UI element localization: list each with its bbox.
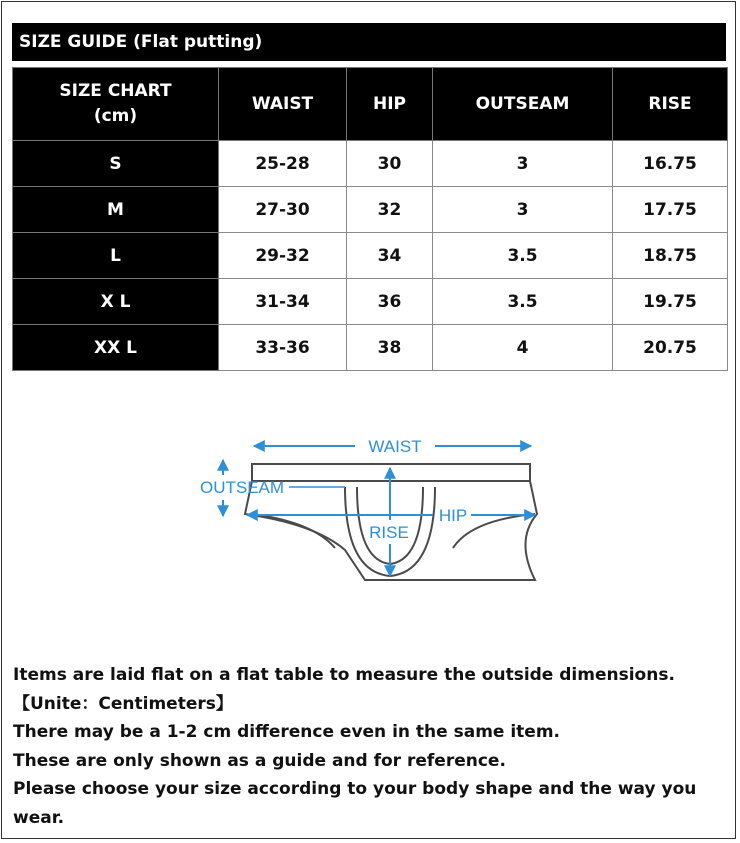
size-cell: M bbox=[13, 187, 219, 233]
header-size-chart-line2: (cm) bbox=[93, 106, 138, 126]
hip-cell: 32 bbox=[347, 187, 433, 233]
table-row bbox=[13, 279, 728, 325]
note-line: There may be a 1-2 cm difference even in the same item. bbox=[13, 722, 561, 742]
outseam-cell: 3.5 bbox=[433, 279, 613, 325]
measurement-arrows bbox=[223, 446, 535, 576]
header-waist: WAIST bbox=[219, 68, 347, 141]
rise-cell: 17.75 bbox=[613, 187, 728, 233]
header-size-chart bbox=[13, 68, 219, 141]
rise-cell: 19.75 bbox=[613, 279, 728, 325]
outseam-cell: 3.5 bbox=[433, 233, 613, 279]
rise-label: RISE bbox=[369, 523, 409, 542]
outseam-cell: 4 bbox=[433, 325, 613, 371]
outseam-cell: 3 bbox=[433, 187, 613, 233]
header-outseam: OUTSEAM bbox=[433, 68, 613, 141]
size-guide-title-text: SIZE GUIDE (Flat putting) bbox=[19, 32, 263, 52]
table-row bbox=[13, 325, 728, 371]
waist-cell: 31-34 bbox=[219, 279, 347, 325]
hip-cell: 38 bbox=[347, 325, 433, 371]
size-cell: XX L bbox=[13, 325, 219, 371]
rise-cell: 16.75 bbox=[613, 141, 728, 187]
waist-cell: 33-36 bbox=[219, 325, 347, 371]
header-hip: HIP bbox=[347, 68, 433, 141]
table-row bbox=[13, 187, 728, 233]
table-row bbox=[13, 233, 728, 279]
outseam-cell: 3 bbox=[433, 141, 613, 187]
waist-cell: 27-30 bbox=[219, 187, 347, 233]
header-rise: RISE bbox=[613, 68, 728, 141]
outseam-label: OUTSEAM bbox=[200, 478, 285, 497]
waist-cell: 25-28 bbox=[219, 141, 347, 187]
table-header-row bbox=[13, 68, 728, 141]
note-line: Items are laid flat on a flat table to measure the outside dimensions.【Unite：Centimeters】 bbox=[13, 665, 675, 714]
rise-cell: 20.75 bbox=[613, 325, 728, 371]
leg-opening-left bbox=[252, 514, 335, 548]
table-row bbox=[13, 141, 728, 187]
waist-label: WAIST bbox=[368, 437, 422, 456]
size-cell: L bbox=[13, 233, 219, 279]
note-line: Please choose your size according to your body shape and the way you wear. bbox=[13, 779, 697, 828]
size-chart-table bbox=[12, 67, 728, 371]
hip-cell: 34 bbox=[347, 233, 433, 279]
measurement-diagram bbox=[195, 430, 555, 600]
size-cell: X L bbox=[13, 279, 219, 325]
size-notes bbox=[13, 661, 728, 832]
waist-cell: 29-32 bbox=[219, 233, 347, 279]
hip-cell: 36 bbox=[347, 279, 433, 325]
note-line: These are only shown as a guide and for reference. bbox=[13, 750, 506, 771]
hip-cell: 30 bbox=[347, 141, 433, 187]
header-size-chart-line1: SIZE CHART bbox=[59, 81, 172, 101]
size-guide-title bbox=[12, 23, 726, 61]
size-cell: S bbox=[13, 141, 219, 187]
hip-label: HIP bbox=[438, 506, 468, 525]
rise-cell: 18.75 bbox=[613, 233, 728, 279]
